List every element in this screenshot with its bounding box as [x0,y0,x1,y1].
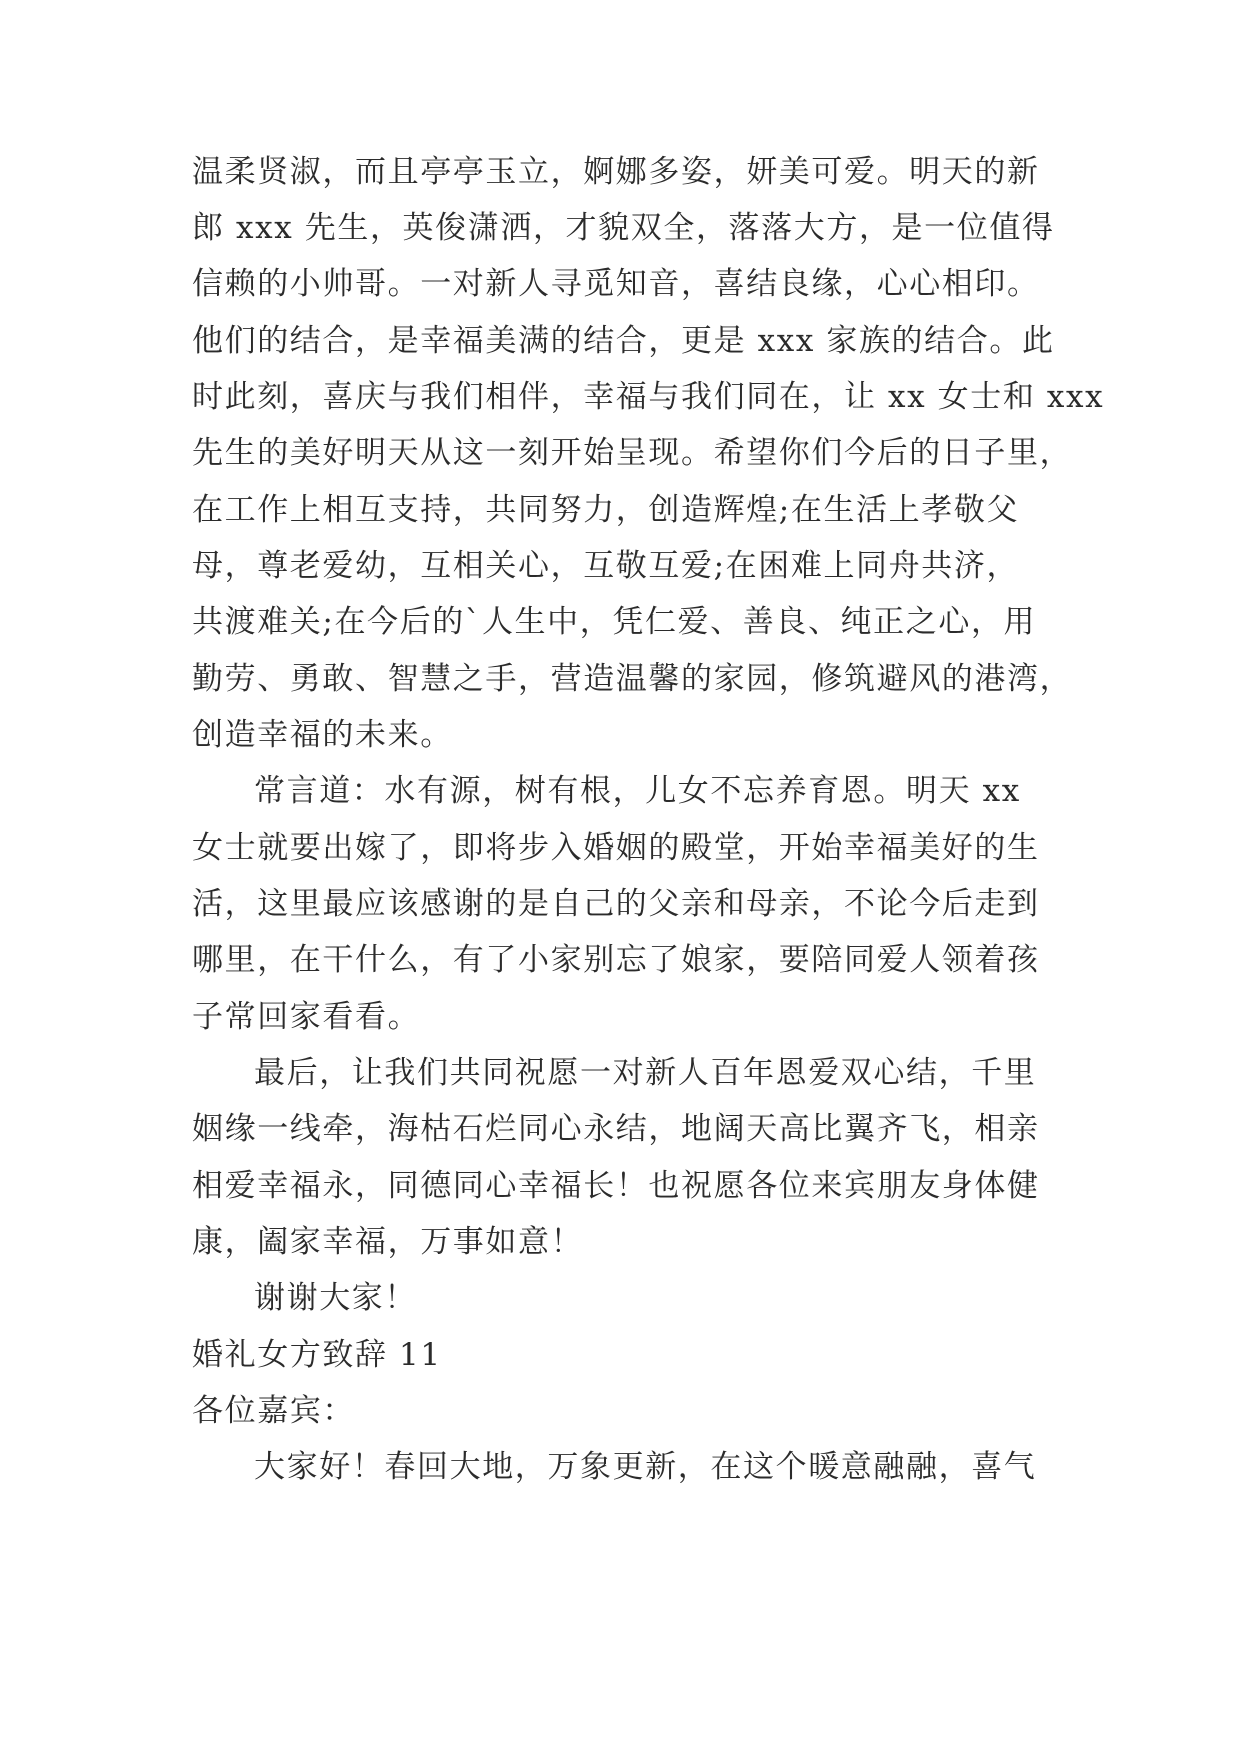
section-heading: 婚礼女方致辞 11 [192,1337,442,1373]
body-text-line: 创造幸福的未来。 [192,717,453,753]
paragraph-first-line: 大家好！春回大地，万象更新，在这个暖意融融，喜气 [254,1449,1037,1485]
salutation: 各位嘉宾： [192,1393,355,1429]
body-text-line: 温柔贤淑，而且亭亭玉立，婀娜多姿，妍美可爱。明天的新 [192,154,1040,190]
body-text-line: 信赖的小帅哥。一对新人寻觅知音，喜结良缘，心心相印。 [192,266,1040,302]
closing-thanks: 谢谢大家！ [254,1280,417,1316]
body-text-line: 子常回家看看。 [192,999,421,1035]
body-text-line: 相爱幸福永，同德同心幸福长！也祝愿各位来宾朋友身体健 [192,1168,1040,1204]
body-text-line: 女士就要出嫁了，即将步入婚姻的殿堂，开始幸福美好的生 [192,830,1040,866]
body-text-line: 郎 xxx 先生，英俊潇洒，才貌双全，落落大方，是一位值得 [192,210,1055,246]
body-text-line: 在工作上相互支持，共同努力，创造辉煌;在生活上孝敬父 [192,492,1020,528]
body-text-line: 他们的结合，是幸福美满的结合，更是 xxx 家族的结合。此 [192,323,1055,359]
body-text-line: 哪里，在干什么，有了小家别忘了娘家，要陪同爱人领着孩 [192,942,1040,978]
paragraph-first-line: 常言道：水有源，树有根，儿女不忘养育恩。明天 xx [254,773,1021,809]
body-text-line: 时此刻，喜庆与我们相伴，幸福与我们同在，让 xx 女士和 xxx [192,379,1105,415]
body-text-line: 活，这里最应该感谢的是自己的父亲和母亲，不论今后走到 [192,886,1040,922]
body-text-line: 母，尊老爱幼，互相关心，互敬互爱;在困难上同舟共济， [192,548,1020,584]
body-text-line: 姻缘一线牵，海枯石烂同心永结，地阔天高比翼齐飞，相亲 [192,1111,1040,1147]
body-text-line: 共渡难关;在今后的`人生中，凭仁爱、善良、纯正之心，用 [192,604,1037,640]
body-text-line: 先生的美好明天从这一刻开始呈现。希望你们今后的日子里， [192,435,1073,471]
body-text-line: 康，阖家幸福，万事如意！ [192,1224,584,1260]
paragraph-first-line: 最后，让我们共同祝愿一对新人百年恩爱双心结，千里 [254,1055,1037,1091]
body-text-line: 勤劳、勇敢、智慧之手，营造温馨的家园，修筑避风的港湾， [192,661,1073,697]
